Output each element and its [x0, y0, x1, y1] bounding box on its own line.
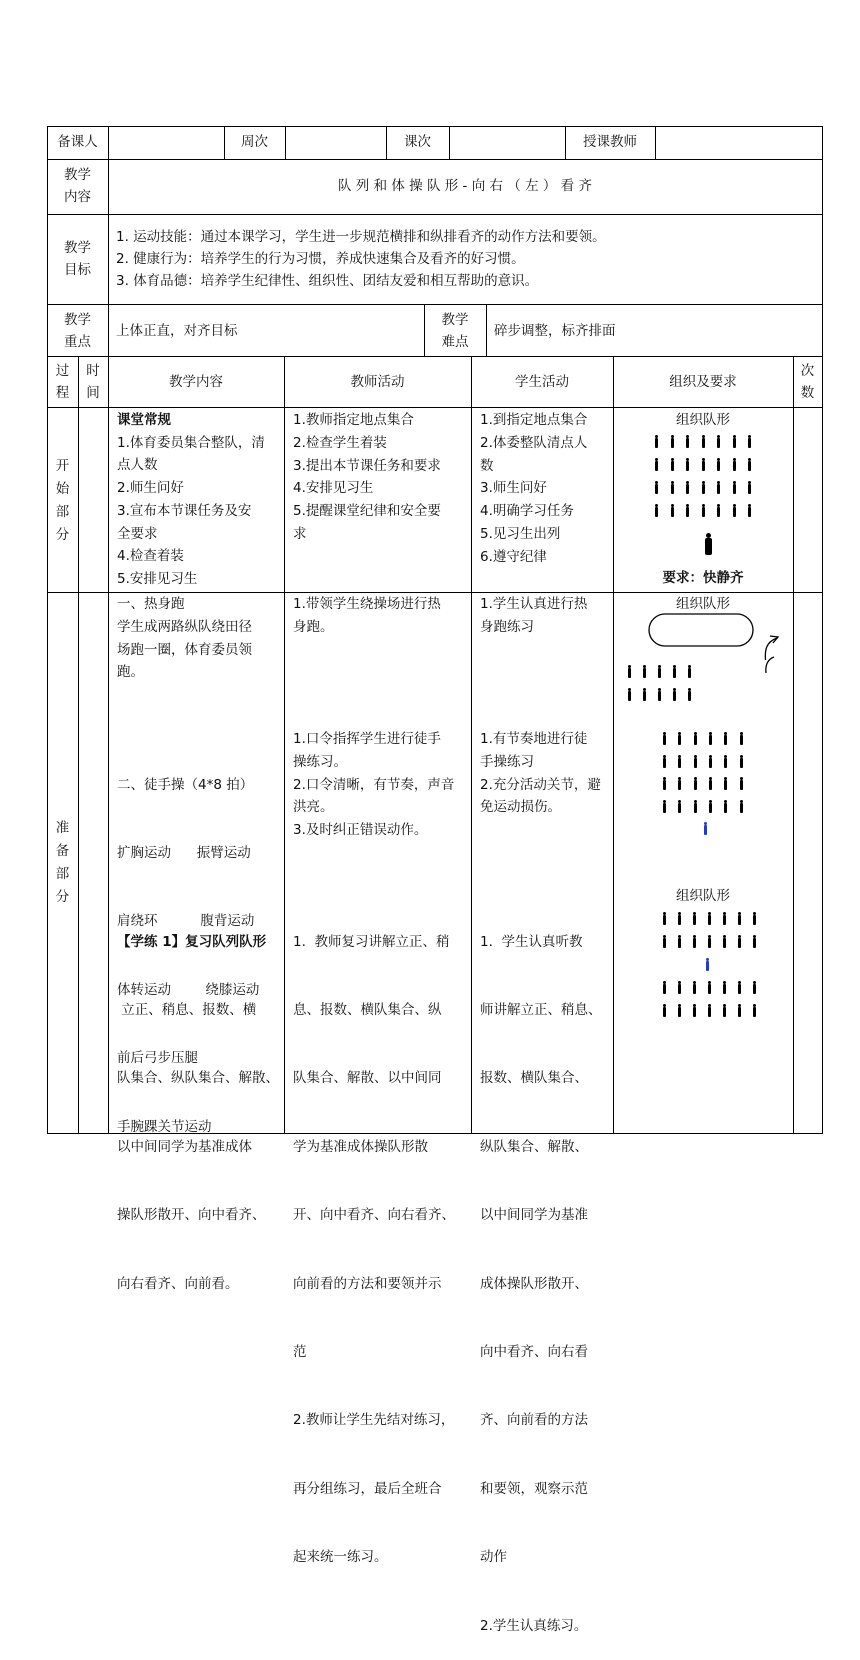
drill-line: 二、徒手操（4*8 拍）	[117, 776, 254, 793]
student-figure-icon	[708, 755, 713, 768]
start-student-line: 3.师生问好	[480, 480, 547, 497]
start-student-line: 数	[480, 457, 494, 474]
practice-line: 以中间同学为基准成体	[117, 1138, 252, 1155]
practice-student-line: 以中间同学为基准	[480, 1207, 588, 1224]
student-figure-icon	[732, 481, 737, 494]
student-figure-icon	[687, 688, 692, 701]
student-figure-icon	[708, 732, 713, 745]
practice-line: 立正、稍息、报数、横	[117, 1001, 257, 1018]
practice-teacher-line: 息、报数、横队集合、纵	[293, 1001, 442, 1018]
start-teacher-line: 求	[293, 525, 307, 542]
col-org: 组织及要求	[669, 374, 737, 390]
start-content-line: 5.安排见习生	[117, 571, 198, 588]
col-content: 教学内容	[169, 374, 223, 390]
section-start-char: 分	[55, 527, 70, 543]
student-figure-icon	[662, 755, 667, 768]
content-label-2: 内容	[64, 189, 91, 205]
student-figure-icon	[662, 981, 667, 994]
warmup-line: 场跑一圈，体育委员领	[117, 641, 252, 658]
drill-student-line: 免运动损伤。	[480, 799, 561, 816]
practice-teacher-line: 向前看的方法和要领并示	[293, 1275, 442, 1292]
student-figure-icon	[707, 935, 712, 948]
practice-teacher-line: 起来统一练习。	[293, 1549, 388, 1566]
student-figure-icon	[737, 912, 742, 925]
student-figure-icon	[747, 435, 752, 448]
track-oval	[649, 614, 753, 646]
drill-teacher-line: 洪亮。	[293, 799, 334, 816]
practice-student-line: 纵队集合、解散、	[480, 1138, 588, 1155]
practice-teacher-line: 2.教师让学生先结对练习，	[293, 1412, 455, 1429]
drill-line: 扩胸运动 振臂运动	[117, 844, 251, 861]
difficulty-label-2: 难点	[441, 334, 469, 350]
lesson-label: 课次	[404, 134, 431, 150]
start-content-line: 1.体育委员集合整队，清	[117, 434, 265, 451]
student-figure-icon	[662, 935, 667, 948]
student-figure-icon	[687, 665, 692, 678]
student-figure-icon	[642, 688, 647, 701]
student-figure-icon	[677, 912, 682, 925]
week-label: 周次	[241, 134, 268, 150]
practice-student-line: 报数、横队集合、	[480, 1070, 588, 1087]
key-label-1: 教学	[64, 312, 91, 328]
lesson-topic: 队 列 和 体 操 队 形 - 向 右 （ 左 ） 看 齐	[338, 178, 592, 194]
student-figure-icon	[701, 504, 706, 517]
student-figure-icon	[716, 435, 721, 448]
teacher-label: 授课教师	[583, 134, 637, 150]
start-teacher	[293, 409, 471, 546]
practice-student-line: 向中看齐、向右看	[480, 1343, 588, 1360]
drill-teacher-line: 1.口令指挥学生进行徒手	[293, 731, 441, 747]
student-figure-icon	[642, 665, 647, 678]
student-figure-icon	[752, 912, 757, 925]
student-figure-icon	[677, 777, 682, 790]
practice-student	[480, 885, 613, 1660]
student-figure-icon	[707, 981, 712, 994]
practice-student-line: 和要领，观察示范	[480, 1480, 588, 1497]
student-figure-icon	[737, 981, 742, 994]
difficulty-label-1: 教学	[441, 312, 469, 328]
student-figure-icon	[732, 458, 737, 471]
routine-title: 课堂常规	[117, 412, 171, 428]
start-student-line: 1.到指定地点集合	[480, 412, 588, 428]
drill-teacher-line: 3.及时纠正错误动作。	[293, 822, 428, 839]
key-point: 上体正直，对齐目标	[116, 323, 238, 339]
section-start-char: 部	[55, 504, 70, 520]
org-title: 组织队形	[676, 596, 730, 612]
student-figure-icon	[677, 981, 682, 994]
start-content-line: 3.宣布本节课任务及安	[117, 502, 252, 519]
practice-title: 【学练 1】复习队列队形	[117, 933, 267, 950]
difficulty-point: 碎步调整，标齐排面	[494, 323, 616, 339]
content-label-1: 教学	[64, 167, 91, 183]
student-figure-icon	[739, 755, 744, 768]
student-figure-icon	[737, 1004, 742, 1017]
student-figure-icon	[662, 800, 667, 813]
student-figure-icon	[670, 481, 675, 494]
student-figure-icon	[685, 435, 690, 448]
goals-label-1: 教学	[64, 240, 91, 256]
org-title: 组织队形	[676, 888, 730, 904]
arrow-tail	[760, 655, 780, 675]
start-content-line: 4.检查着装	[117, 548, 184, 565]
warmup-line: 学生成两路纵队绕田径	[117, 618, 252, 635]
goal-item: 2. 健康行为：培养学生的行为习惯，养成快速集合及看齐的好习惯。	[116, 251, 525, 267]
student-figure-icon	[654, 435, 659, 448]
student-figure-icon	[662, 1004, 667, 1017]
student-figure-icon	[701, 458, 706, 471]
col-process-2: 程	[55, 385, 70, 401]
student-figure-icon	[692, 935, 697, 948]
start-student-line: 4.明确学习任务	[480, 503, 574, 520]
key-label-2: 重点	[64, 334, 91, 350]
student-figure-icon	[685, 504, 690, 517]
student-figure-icon	[722, 912, 727, 925]
practice-content	[117, 885, 283, 1318]
student-figure-icon	[716, 504, 721, 517]
practice-teacher-line: 范	[293, 1343, 307, 1360]
student-figure-icon	[672, 665, 677, 678]
student-figure-icon	[722, 981, 727, 994]
student-figure-icon	[716, 481, 721, 494]
warmup-student-line: 身跑练习	[480, 618, 534, 635]
student-figure-icon	[739, 732, 744, 745]
student-figure-icon	[732, 504, 737, 517]
student-figure-icon	[677, 935, 682, 948]
drill-line: 体转运动 绕膝运动	[117, 981, 260, 998]
student-figure-icon	[692, 912, 697, 925]
running-track-diagram	[614, 610, 792, 660]
start-teacher-line: 3.提出本节课任务和要求	[293, 457, 441, 474]
drill-teacher-line: 2.口令清晰，有节奏，声音	[293, 776, 455, 793]
practice-line: 队集合、纵队集合、解散、	[117, 1070, 279, 1087]
student-figure-icon	[670, 504, 675, 517]
drill-line: 前后弓步压腿	[117, 1050, 198, 1067]
student-figure-icon	[747, 458, 752, 471]
student-figure-icon	[723, 732, 728, 745]
start-student	[480, 409, 613, 569]
student-figure-icon	[708, 777, 713, 790]
student-figure-icon	[732, 435, 737, 448]
start-content-line: 点人数	[117, 457, 158, 474]
start-student-line: 5.见习生出列	[480, 525, 561, 542]
drill-student	[480, 728, 613, 819]
practice-student-line: 师讲解立正、稍息、	[480, 1001, 602, 1018]
student-figure-icon	[722, 935, 727, 948]
warmup-line: 一、热身跑	[117, 596, 185, 612]
student-figure-icon	[722, 1004, 727, 1017]
practice-teacher-line: 队集合、解散、以中间同	[293, 1070, 442, 1087]
col-time-2: 间	[86, 385, 100, 401]
student-figure-icon	[707, 912, 712, 925]
student-figure-icon	[692, 981, 697, 994]
goals-label-2: 目标	[64, 262, 91, 278]
student-figure-icon	[657, 688, 662, 701]
teacher-figure-icon	[703, 822, 708, 835]
student-figure-icon	[752, 981, 757, 994]
practice-student-line: 2.学生认真练习。	[480, 1617, 588, 1634]
practice-teacher-line: 再分组练习，最后全班合	[293, 1480, 442, 1497]
start-teacher-line: 2.检查学生着装	[293, 434, 387, 451]
student-figure-icon	[693, 755, 698, 768]
student-figure-icon	[677, 1004, 682, 1017]
student-figure-icon	[692, 1004, 697, 1017]
start-teacher-line: 4.安排见习生	[293, 480, 374, 497]
start-student-line: 6.遵守纪律	[480, 548, 547, 565]
student-figure-icon	[662, 912, 667, 925]
student-figure-icon	[662, 732, 667, 745]
warmup-student-line: 1.学生认真进行热	[480, 596, 588, 612]
col-process-1: 过	[55, 363, 70, 379]
warmup-line: 跑。	[117, 664, 144, 681]
section-start-char: 开	[55, 458, 70, 474]
start-teacher-line: 5.提醒课堂纪律和安全要	[293, 503, 441, 520]
org-requirement: 要求：快静齐	[662, 570, 744, 586]
drill-teacher-line: 操练习。	[293, 753, 347, 770]
practice-line: 操队形散开、向中看齐、	[117, 1207, 266, 1224]
student-figure-icon	[654, 458, 659, 471]
student-figure-icon	[701, 435, 706, 448]
drill-student-line: 2.充分活动关节，避	[480, 776, 601, 793]
student-figure-icon	[685, 458, 690, 471]
start-teacher-line: 1.教师指定地点集合	[293, 412, 414, 428]
student-figure-icon	[677, 732, 682, 745]
practice-teacher-line: 学为基准成体操队形散	[293, 1138, 428, 1155]
student-figure-icon	[685, 481, 690, 494]
warmup-teacher	[293, 593, 471, 639]
warmup-teacher-line: 1.带领学生绕操场进行热	[293, 596, 441, 612]
student-figure-icon	[670, 435, 675, 448]
student-figure-icon	[747, 504, 752, 517]
student-figure-icon	[752, 1004, 757, 1017]
practice-teacher-line: 1. 教师复习讲解立正、稍	[293, 933, 450, 950]
student-figure-icon	[693, 777, 698, 790]
student-figure-icon	[701, 481, 706, 494]
col-student: 学生活动	[515, 374, 569, 390]
student-figure-icon	[723, 755, 728, 768]
student-figure-icon	[627, 688, 632, 701]
start-content	[117, 409, 283, 591]
col-time-1: 时	[86, 363, 100, 379]
drill-teacher	[293, 728, 471, 842]
student-figure-icon	[752, 935, 757, 948]
student-figure-icon	[672, 688, 677, 701]
drill-line: 手腕踝关节运动	[117, 1118, 212, 1135]
drill-student-line: 1.有节奏地进行徒	[480, 731, 588, 747]
student-figure-icon	[677, 755, 682, 768]
start-content-line: 2.师生问好	[117, 480, 184, 497]
goal-item: 3. 体育品德：培养学生纪律性、组织性、团结友爱和相互帮助的意识。	[116, 273, 539, 289]
practice-student-line: 齐、向前看的方法	[480, 1412, 588, 1429]
col-teacher: 教师活动	[350, 374, 405, 390]
student-figure-icon	[627, 665, 632, 678]
student-figure-icon	[693, 800, 698, 813]
teacher-figure-icon	[703, 533, 713, 555]
section-start-char: 始	[55, 481, 70, 497]
section-prep-char: 部	[55, 866, 70, 882]
student-figure-icon	[739, 800, 744, 813]
student-figure-icon	[737, 935, 742, 948]
student-figure-icon	[707, 1004, 712, 1017]
drill-line: 肩绕环 腹背运动	[117, 913, 255, 930]
warmup-teacher-line: 身跑。	[293, 618, 334, 635]
drill-student-line: 手操练习	[480, 753, 534, 770]
practice-teacher	[293, 885, 471, 1592]
section-prep-char: 备	[55, 843, 70, 859]
student-figure-icon	[723, 777, 728, 790]
practice-student-line: 1. 学生认真听教	[480, 933, 583, 950]
student-figure-icon	[716, 458, 721, 471]
warmup-content	[117, 593, 283, 684]
practice-line: 向右看齐、向前看。	[117, 1275, 239, 1292]
practice-student-line: 动作	[480, 1549, 507, 1566]
student-figure-icon	[747, 481, 752, 494]
preparer-label: 备课人	[57, 134, 98, 150]
section-prep-char: 准	[55, 820, 70, 836]
practice-student-line: 成体操队形散开、	[480, 1275, 588, 1292]
start-student-line: 2.体委整队清点人	[480, 434, 588, 451]
student-figure-icon	[654, 481, 659, 494]
student-figure-icon	[723, 800, 728, 813]
col-count-1: 次	[800, 363, 815, 379]
student-figure-icon	[670, 458, 675, 471]
org-title: 组织队形	[676, 412, 730, 428]
start-content-line: 全要求	[117, 525, 158, 542]
student-figure-icon	[677, 800, 682, 813]
practice-teacher-line: 开、向中看齐、向右看齐、	[293, 1207, 455, 1224]
student-figure-icon	[657, 665, 662, 678]
section-prep-char: 分	[55, 889, 70, 905]
student-figure-icon	[654, 504, 659, 517]
student-figure-icon	[693, 732, 698, 745]
student-figure-icon	[662, 777, 667, 790]
goal-item: 1. 运动技能：通过本课学习，学生进一步规范横排和纵排看齐的动作方法和要领。	[116, 229, 606, 245]
col-count-2: 数	[800, 385, 815, 401]
student-figure-icon	[739, 777, 744, 790]
student-figure-icon	[708, 800, 713, 813]
teacher-figure-icon	[705, 958, 710, 971]
warmup-student	[480, 593, 613, 639]
